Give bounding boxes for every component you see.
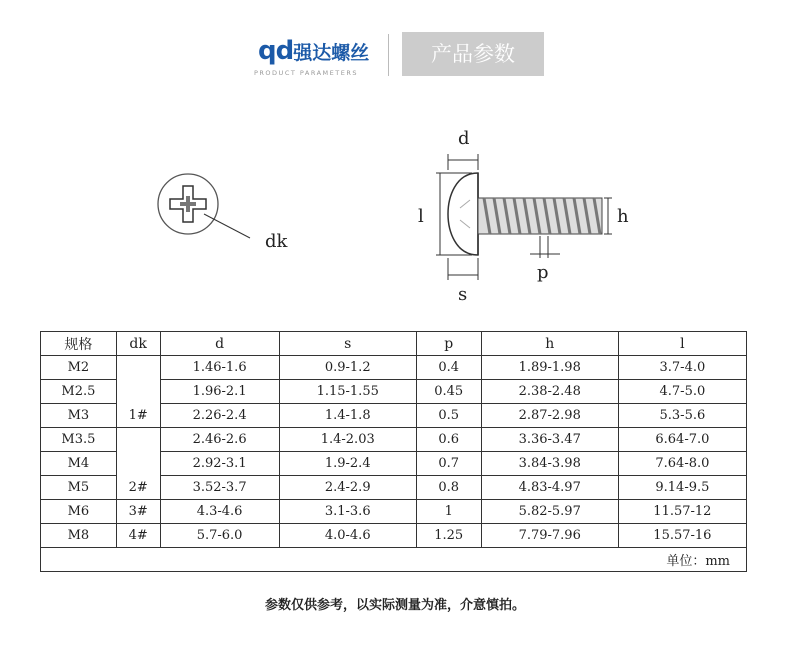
cell: 1.25 [416, 524, 481, 548]
cell-dk-group [116, 356, 160, 428]
cell: 2.26-2.4 [160, 404, 279, 428]
label-d: d [458, 128, 470, 149]
cell-dk-group [116, 428, 160, 500]
table-header-row [41, 332, 747, 356]
cell: 9.14-9.5 [618, 476, 746, 500]
cell: 0.9-1.2 [279, 356, 416, 380]
section-badge: 产品参数 [402, 32, 544, 76]
cell-dk: 2# [128, 480, 148, 495]
cell: 4.7-5.0 [618, 380, 746, 404]
cell: 0.4 [416, 356, 481, 380]
label-l: l [418, 206, 424, 227]
cell: 5.7-6.0 [160, 524, 279, 548]
cell: 15.57-16 [618, 524, 746, 548]
cell: 2.4-2.9 [279, 476, 416, 500]
cell: 2.92-3.1 [160, 452, 279, 476]
logo-text: 强达螺丝 [293, 42, 370, 64]
cell: 4.0-4.6 [279, 524, 416, 548]
screw-side-view [436, 154, 612, 280]
cell: 11.57-12 [618, 500, 746, 524]
cell: 6.64-7.0 [618, 428, 746, 452]
cell: 4.3-4.6 [160, 500, 279, 524]
col-header: l [618, 332, 746, 356]
screw-diagram [0, 110, 790, 320]
brand-logo [254, 36, 370, 77]
cell: M2 [41, 356, 117, 380]
cell: M2.5 [41, 380, 117, 404]
col-header: h [481, 332, 618, 356]
header [0, 30, 790, 80]
cell: 1.46-1.6 [160, 356, 279, 380]
screw-top-view [158, 174, 250, 238]
cell: 2.38-2.48 [481, 380, 618, 404]
cell: 0.5 [416, 404, 481, 428]
logo-subtitle: PRODUCT PARAMETERS [254, 69, 358, 77]
cell: M5 [41, 476, 117, 500]
cell: M6 [41, 500, 117, 524]
label-dk: dk [265, 231, 288, 252]
cell: M4 [41, 452, 117, 476]
cell-dk: 1# [128, 408, 148, 423]
cell: 3# [116, 500, 160, 524]
cell: 5.82-5.97 [481, 500, 618, 524]
cell: 3.84-3.98 [481, 452, 618, 476]
cell: 0.7 [416, 452, 481, 476]
table-row [41, 428, 747, 452]
table-row [41, 500, 747, 524]
col-header: 规格 [41, 332, 117, 356]
table-row [41, 356, 747, 380]
cell: 3.36-3.47 [481, 428, 618, 452]
label-s: s [458, 284, 468, 305]
col-header: p [416, 332, 481, 356]
cell: 7.79-7.96 [481, 524, 618, 548]
cell: 1.4-1.8 [279, 404, 416, 428]
cell: 1.4-2.03 [279, 428, 416, 452]
cell: M3.5 [41, 428, 117, 452]
cell: 0.6 [416, 428, 481, 452]
cell: 3.7-4.0 [618, 356, 746, 380]
cell: 7.64-8.0 [618, 452, 746, 476]
cell: 3.52-3.7 [160, 476, 279, 500]
label-p: p [537, 262, 549, 283]
cell: 3.1-3.6 [279, 500, 416, 524]
label-h: h [617, 206, 629, 227]
cell: 2.46-2.6 [160, 428, 279, 452]
disclaimer-note: 参数仅供参考，以实际测量为准，介意慎拍。 [264, 598, 525, 613]
cell: 0.8 [416, 476, 481, 500]
cell: 4.83-4.97 [481, 476, 618, 500]
cell: 1.9-2.4 [279, 452, 416, 476]
spec-table [40, 331, 747, 572]
col-header: d [160, 332, 279, 356]
cell: 1.96-2.1 [160, 380, 279, 404]
cell: 1.89-1.98 [481, 356, 618, 380]
header-divider [388, 34, 389, 76]
unit-label: 单位：mm [41, 548, 747, 572]
logo-mark: qd [258, 36, 294, 66]
cell: M8 [41, 524, 117, 548]
col-header: s [279, 332, 416, 356]
cell: 0.45 [416, 380, 481, 404]
cell: 1.15-1.55 [279, 380, 416, 404]
cell: 2.87-2.98 [481, 404, 618, 428]
cell: 4# [116, 524, 160, 548]
table-row [41, 524, 747, 548]
cell: M3 [41, 404, 117, 428]
table-unit-row [41, 548, 747, 572]
cell: 5.3-5.6 [618, 404, 746, 428]
col-header: dk [116, 332, 160, 356]
cell: 1 [416, 500, 481, 524]
